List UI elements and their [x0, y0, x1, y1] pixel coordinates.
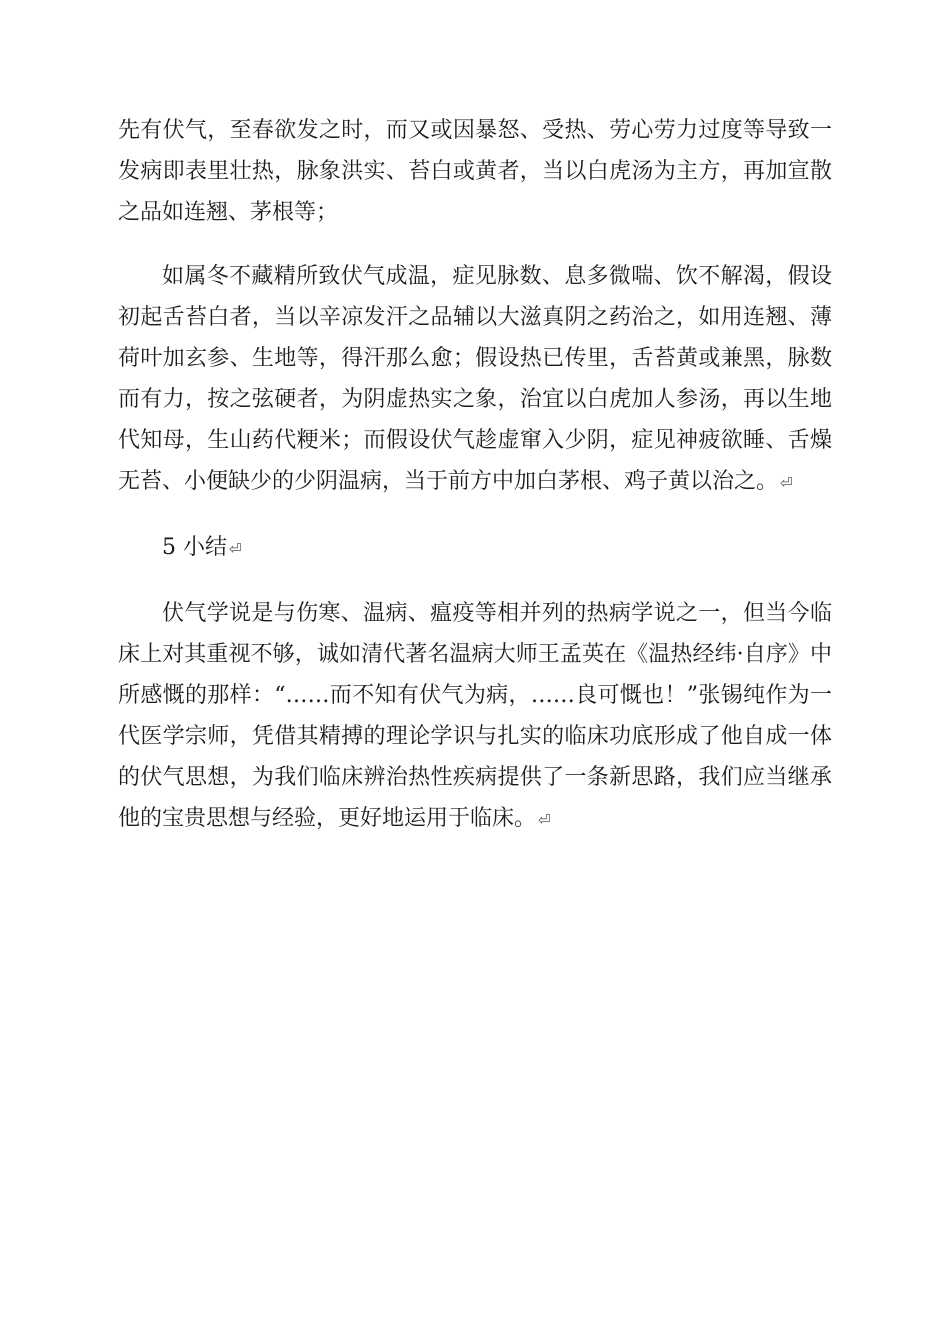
paragraph-winter-essence	[118, 256, 832, 504]
paragraph-summary	[118, 593, 832, 841]
paragraph-text: 先有伏气，至春欲发之时，而又或因暴怒、受热、劳心劳力过度等导致一发病即表里壮热，脉象洪实、苔白或黄者，当以白虎汤为主方，再加宣散之品如连翘、茅根等；	[118, 118, 832, 225]
paragraph-text: 伏气学说是与伤寒、温病、瘟疫等相并列的热病学说之一，但当今临床上对其重视不够，诚如清代著名温病大师王孟英在《温热经纬·自序》中所感慨的那样：“……而不知有伏气为病，……良可慨也！”张锡纯作为一代医学宗师，凭借其精搏的理论学识与扎实的临床功底形成了他自成一体的伏气思想，为我们临床辨治热性疾病提供了一条新思路，我们应当继承他的宝贵思想与经验，更好地运用于临床。	[118, 601, 832, 831]
paragraph-text: 如属冬不藏精所致伏气成温，症见脉数、息多微喘、饮不解渴，假设初起舌苔白者，当以辛凉发汗之品辅以大滋真阴之药治之，如用连翘、薄荷叶加玄参、生地等，得汗那么愈；假设热已传里，舌苔黄或兼黑，脉数而有力，按之弦硬者，为阴虚热实之象，治宜以白虎加人参汤，再以生地代知母，生山药代粳米；而假设伏气趁虚窜入少阴，症见神疲欲睡、舌燥无苔、小便缺少的少阴温病，当于前方中加白茅根、鸡子黄以治之。	[118, 264, 832, 494]
paragraph-mark-icon: ⏎	[780, 474, 792, 492]
section-heading-summary	[118, 527, 832, 570]
paragraph-mark-icon: ⏎	[538, 811, 550, 829]
document-body	[118, 110, 832, 841]
paragraph-mark-icon: ⏎	[229, 540, 241, 558]
heading-text: 5 小结	[162, 535, 227, 560]
paragraph-fuqi-onset	[118, 110, 832, 235]
